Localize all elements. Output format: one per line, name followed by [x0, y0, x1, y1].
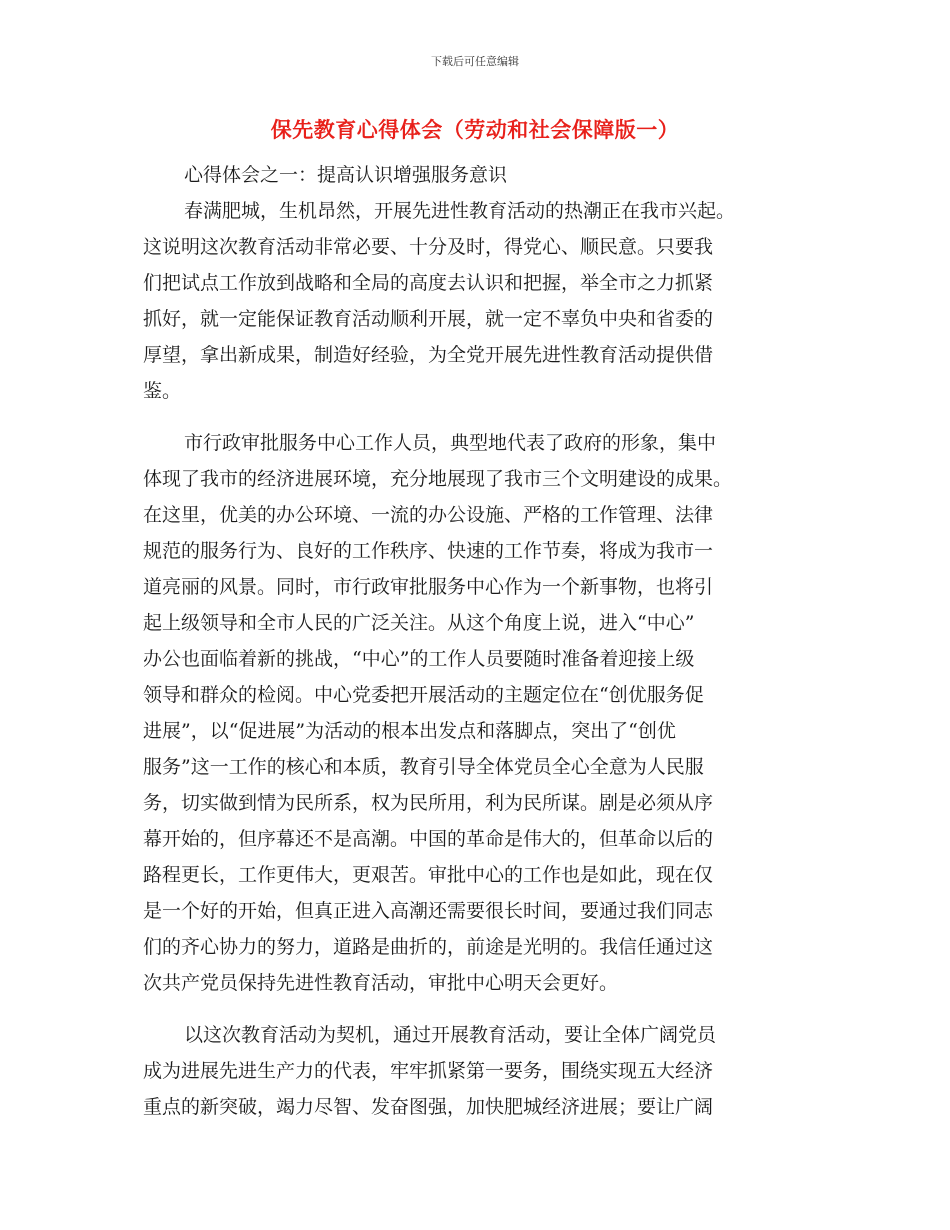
- paragraph-spacer: [143, 409, 798, 425]
- text-line: 服务”这一工作的核心和本质，教育引导全体党员全心全意为人民服: [143, 756, 704, 778]
- text-line: 市行政审批服务中心工作人员，典型地代表了政府的形象，集中: [184, 432, 717, 454]
- text-line: 体现了我市的经济进展环境，充分地展现了我市三个文明建设的成果。: [143, 468, 733, 490]
- text-line: 们的齐心协力的努力，道路是曲折的，前途是光明的。我信任通过这: [143, 936, 714, 958]
- text-line: 领导和群众的检阅。中心党委把开展活动的主题定位在“创优服务促: [143, 684, 704, 706]
- text-line: 以这次教育活动为契机，通过开展教育活动，要让全体广阔党员: [184, 1024, 717, 1046]
- paragraph-2: [143, 425, 798, 1001]
- text-line: 春满肥城，生机昂然，开展先进性教育活动的热潮正在我市兴起。: [184, 200, 736, 222]
- text-line: 鉴。: [143, 380, 182, 402]
- text-line: 重点的新突破，竭力尽智、发奋图强，加快肥城经济进展；要让广阔: [143, 1096, 714, 1118]
- text-line: 这说明这次教育活动非常必要、十分及时，得党心、顺民意。只要我: [143, 236, 714, 258]
- document-title: 保先教育心得体会（劳动和社会保障版一）: [270, 118, 680, 142]
- text-line: 规范的服务行为、良好的工作秩序、快速的工作节奏，将成为我市一: [143, 540, 714, 562]
- text-line: 抓好，就一定能保证教育活动顺利开展，就一定不辜负中央和省委的: [143, 308, 714, 330]
- paragraph-1: [143, 193, 798, 409]
- subheading: 心得体会之一：提高认识增强服务意识: [184, 164, 508, 186]
- text-line: 次共产党员保持先进性教育活动，审批中心明天会更好。: [143, 972, 619, 994]
- paragraph-spacer: [143, 1001, 798, 1017]
- text-line: 路程更长，工作更伟大，更艰苦。审批中心的工作也是如此，现在仅: [143, 864, 714, 886]
- text-line: 厚望，拿出新成果，制造好经验，为全党开展先进性教育活动提供借: [143, 344, 714, 366]
- header-note: 下载后可任意编辑: [431, 55, 519, 68]
- text-line: 成为进展先进生产力的代表，牢牢抓紧第一要务，围绕实现五大经济: [143, 1060, 714, 1082]
- text-line: 进展”，以“促进展”为活动的根本出发点和落脚点，突出了“创优: [143, 720, 676, 742]
- text-line: 道亮丽的风景。同时，市行政审批服务中心作为一个新事物，也将引: [143, 576, 714, 598]
- text-line: 在这里，优美的办公环境、一流的办公设施、严格的工作管理、法律: [143, 504, 714, 526]
- text-line: 办公也面临着新的挑战，“中心”的工作人员要随时准备着迎接上级: [143, 648, 695, 670]
- text-line: 务，切实做到情为民所系，权为民所用，利为民所谋。剧是必须从序: [143, 792, 714, 814]
- document-body: [143, 157, 798, 1125]
- text-line: 是一个好的开始，但真正进入高潮还需要很长时间，要通过我们同志: [143, 900, 714, 922]
- text-line: 幕开始的，但序幕还不是高潮。中国的革命是伟大的，但革命以后的: [143, 828, 714, 850]
- text-line: 们把试点工作放到战略和全局的高度去认识和把握，举全市之力抓紧: [143, 272, 714, 294]
- text-line: 起上级领导和全市人民的广泛关注。从这个角度上说，进入“中心”: [143, 612, 695, 634]
- paragraph-3: [143, 1017, 798, 1125]
